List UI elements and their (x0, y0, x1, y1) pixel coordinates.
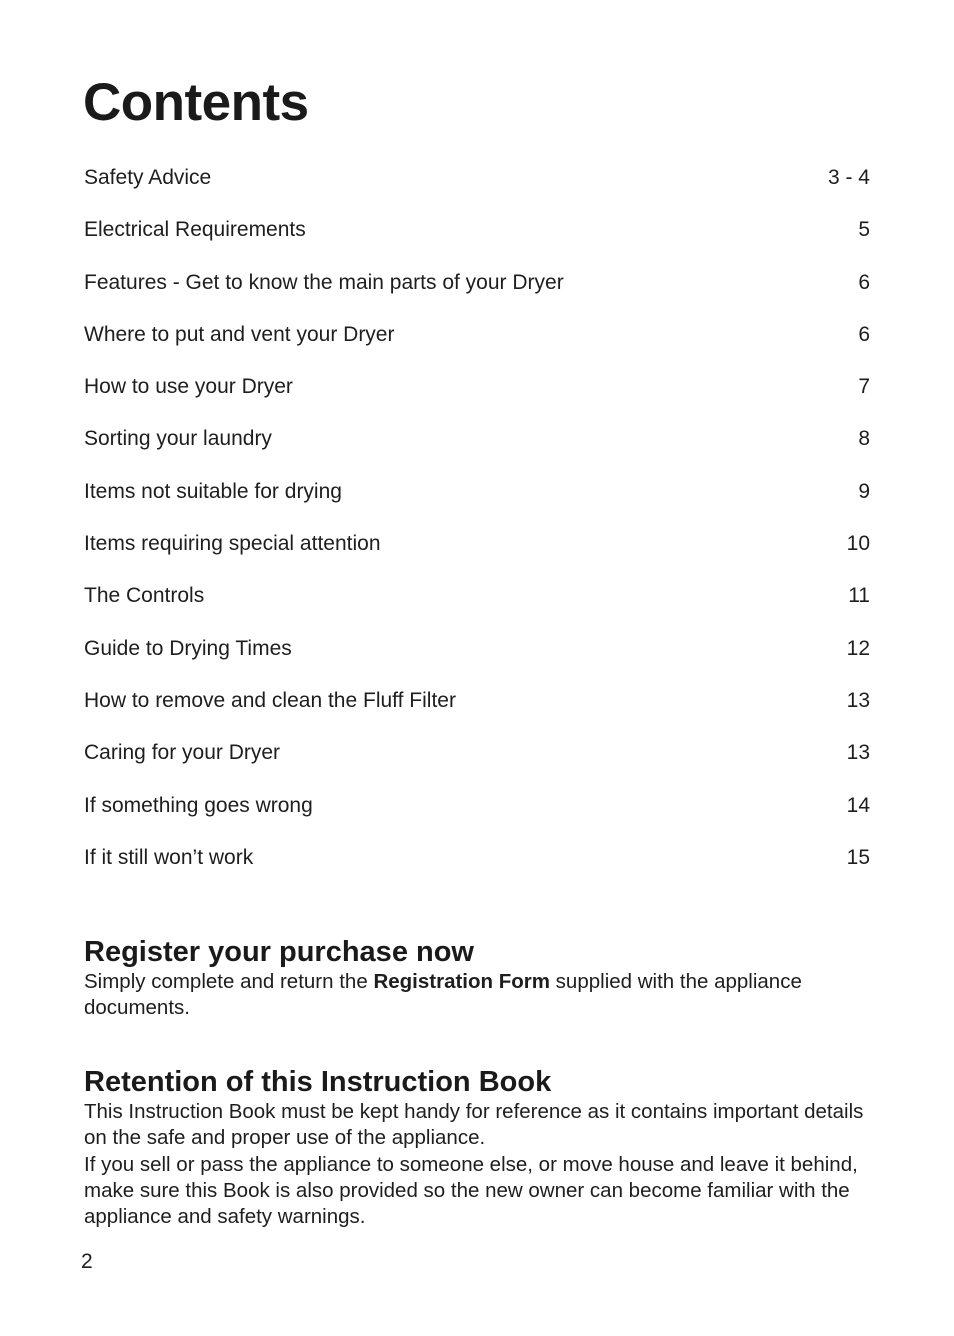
toc-entry (84, 631, 870, 683)
register-text-start: Simply complete and return the (84, 970, 374, 993)
toc-entry-page: 9 (858, 479, 870, 503)
toc-entry-label: Features - Get to know the main parts of your Dryer (84, 270, 564, 294)
retention-paragraph-2: If you sell or pass the appliance to someone else, or move house and leave it behind, make sure this Book is also provided so the new owner can become familiar with the appliance and safety warnings. (84, 1152, 858, 1229)
toc-entry-label: How to use your Dryer (84, 375, 293, 399)
toc-entry (84, 265, 870, 317)
toc-entry-page: 13 (846, 688, 870, 712)
toc-entry-label: If it still won’t work (84, 845, 254, 869)
toc-entry (84, 369, 870, 421)
toc-entry (84, 526, 870, 578)
toc-entry (84, 840, 870, 892)
toc-entry-page: 5 (858, 218, 870, 242)
toc-entry (84, 578, 870, 630)
toc-entry-page: 8 (858, 427, 870, 451)
toc-entry-page: 13 (846, 741, 870, 765)
toc-entry-label: Safety Advice (84, 166, 212, 189)
toc-entry-label: If something goes wrong (84, 793, 313, 817)
register-heading: Register your purchase now (84, 936, 474, 968)
retention-heading: Retention of this Instruction Book (84, 1066, 552, 1098)
toc-entry (84, 474, 870, 526)
retention-paragraph-1: This Instruction Book must be kept handy for reference as it contains important details on the safe and proper use of the appliance. (84, 1100, 864, 1150)
toc-entry-label: Items not suitable for drying (84, 479, 342, 503)
toc-entry-page: 14 (846, 793, 870, 817)
toc-entry-label: Items requiring special attention (84, 532, 381, 556)
toc-entry (84, 683, 870, 735)
register-section (84, 935, 874, 1022)
toc-entry-label: Sorting your laundry (84, 427, 272, 451)
toc-entry-label: Where to put and vent your Dryer (84, 322, 395, 346)
toc-entry-page: 6 (858, 322, 870, 346)
toc-entry-page: 7 (858, 375, 870, 399)
toc-entry (84, 735, 870, 787)
register-text (84, 969, 874, 1022)
toc-entry-page: 12 (846, 636, 870, 660)
toc-entry-label: Guide to Drying Times (84, 636, 292, 660)
toc-entry-label: Electrical Requirements (84, 218, 306, 242)
toc-entry (84, 317, 870, 369)
toc-entry-page: 15 (846, 845, 870, 869)
toc-entry (84, 212, 870, 264)
toc-entry-page: 10 (846, 532, 870, 556)
toc-entry-page: 3 - 4 (827, 166, 870, 189)
toc-entry-label: The Controls (84, 584, 205, 608)
toc-entry (84, 160, 870, 212)
table-of-contents (84, 160, 870, 892)
toc-entry-page: 11 (848, 584, 870, 608)
toc-entry-label: How to remove and clean the Fluff Filter (84, 688, 456, 712)
registration-form-label: Registration Form (373, 970, 550, 993)
page-title: Contents (83, 73, 309, 132)
toc-entry-page: 6 (858, 270, 870, 294)
retention-section (84, 1065, 874, 1230)
toc-entry (84, 421, 870, 473)
toc-entry (84, 788, 870, 840)
page-number: 2 (81, 1250, 93, 1273)
toc-entry-label: Caring for your Dryer (84, 741, 281, 765)
register-text-end: supplied with the appliance documents. (84, 970, 802, 1020)
